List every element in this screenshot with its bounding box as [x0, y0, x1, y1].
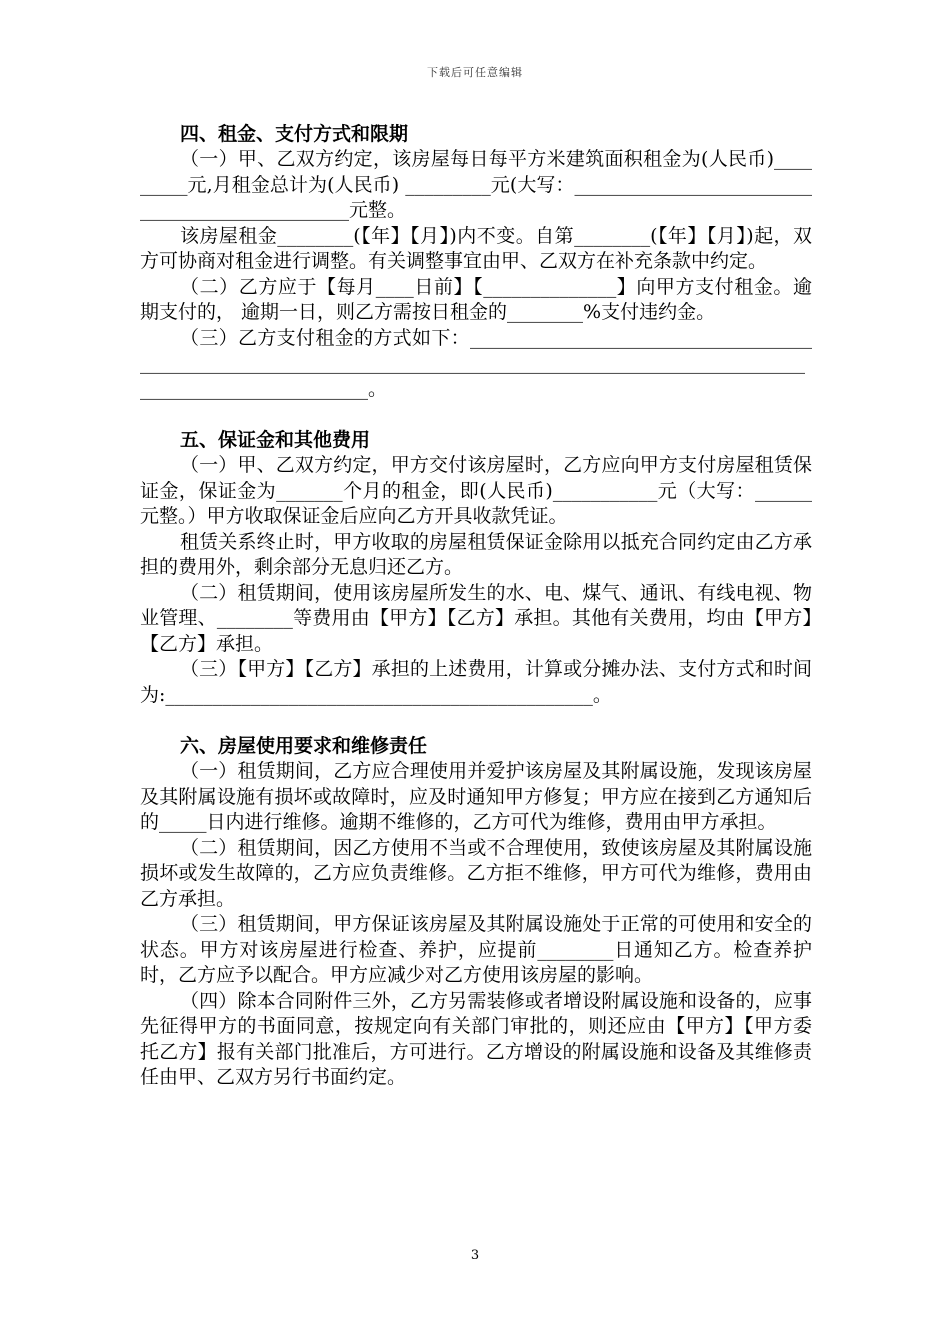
paragraph: （三）乙方支付租金的方式如下：__________________________________________________________________________________________________________________________________。: [140, 326, 812, 400]
section-heading: 五、保证金和其他费用: [180, 429, 371, 451]
paragraph: （一）甲、乙双方约定，甲方交付该房屋时，乙方应向甲方支付房屋租赁保证金，保证金为_______个月的租金，即(人民币)___________元（大写：______元整。）甲方收取保证金后应向乙方开具收款凭证。: [140, 454, 812, 527]
paragraph: （二）租赁期间，因乙方使用不当或不合理使用，致使该房屋及其附属设施损坏或发生故障的，乙方应负责维修。乙方拒不维修，甲方可代为维修，费用由乙方承担。: [140, 836, 812, 910]
section-rent: [140, 122, 812, 402]
section-deposit: [140, 428, 812, 708]
page-number: 3: [470, 1248, 480, 1263]
section-heading: 四、租金、支付方式和限期: [180, 123, 409, 145]
section-maintenance: [140, 734, 812, 1091]
paragraph: 该房屋租金________(【年】【月】)内不变。自第________(【年】【月】)起，双方可协商对租金进行调整。有关调整事宜由甲、乙双方在补充条款中约定。: [140, 224, 812, 272]
section-heading: 六、房屋使用要求和维修责任: [180, 735, 428, 757]
paragraph: （四）除本合同附件三外，乙方另需装修或者增设附属设施和设备的，应事先征得甲方的书面同意，按规定向有关部门审批的，则还应由【甲方】【甲方委托乙方】报有关部门批准后，方可进行。乙方增设的附属设施和设备及其维修责任由甲、乙双方另行书面约定。: [140, 989, 812, 1088]
paragraph: （三）租赁期间，甲方保证该房屋及其附属设施处于正常的可使用和安全的状态。甲方对该房屋进行检查、养护，应提前________日通知乙方。检查养护时，乙方应予以配合。甲方应减少对乙方使用该房屋的影响。: [140, 913, 812, 986]
paragraph: 租赁关系终止时，甲方收取的房屋租赁保证金除用以抵充合同约定由乙方承担的费用外，剩余部分无息归还乙方。: [140, 530, 812, 578]
paragraph: （二）乙方应于【每月____日前】【______________】向甲方支付租金。逾期支付的， 逾期一日，则乙方需按日租金的________%支付违约金。: [140, 275, 812, 323]
document-body: [140, 122, 812, 1117]
paragraph: （二）租赁期间，使用该房屋所发生的水、电、煤气、通讯、有线电视、物业管理、________等费用由【甲方】【乙方】承担。其他有关费用，均由【甲方】【乙方】承担。: [140, 581, 812, 655]
paragraph: （一）甲、乙双方约定，该房屋每日每平方米建筑面积租金为(人民币)_________元,月租金总计为(人民币) _________元(大写：_______________________________________________元整。: [140, 148, 812, 221]
paragraph: （三）【甲方】【乙方】承担的上述费用，计算或分摊办法、支付方式和时间为:_____________________________________________。: [140, 658, 812, 706]
header-note: 下载后可任意编辑: [427, 66, 523, 79]
paragraph: （一）租赁期间，乙方应合理使用并爱护该房屋及其附属设施，发现该房屋及其附属设施有损坏或故障时，应及时通知甲方修复；甲方应在接到乙方通知后的_____日内进行维修。逾期不维修的，乙方可代为维修，费用由甲方承担。: [140, 760, 812, 833]
